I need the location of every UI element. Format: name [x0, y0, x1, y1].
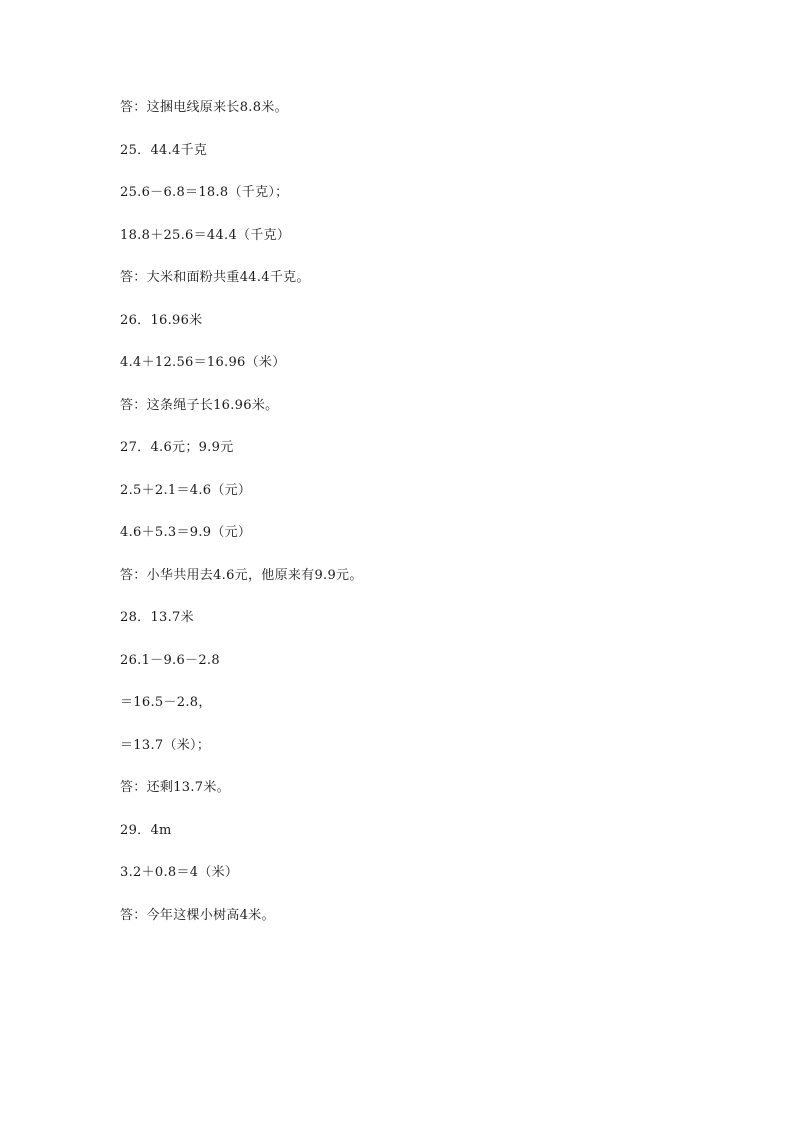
calculation-line: 18.8＋25.6＝44.4（千克） [120, 228, 291, 243]
calculation-line: 4.6＋5.3＝9.9（元） [120, 525, 252, 540]
problem-heading: 25．44.4千克 [120, 143, 208, 158]
problem-heading: 29．4m [120, 823, 172, 838]
problem-heading: 28．13.7米 [120, 610, 194, 625]
answer-line: 答：这捆电线原来长8.8米。 [120, 100, 288, 115]
calculation-line: 2.5＋2.1＝4.6（元） [120, 483, 252, 498]
calculation-line: 25.6－6.8＝18.8（千克）； [120, 185, 289, 200]
answer-line: 答：今年这棵小树高4米。 [120, 908, 275, 923]
calculation-line: 4.4＋12.56＝16.96（米） [120, 355, 286, 370]
problem-heading: 27．4.6元；9.9元 [120, 440, 234, 455]
answer-line: 答：这条绳子长16.96米。 [120, 398, 279, 413]
calculation-line: 26.1－9.6－2.8 [120, 653, 220, 668]
problem-heading: 26．16.96米 [120, 313, 203, 328]
answer-line: 答：还剩13.7米。 [120, 780, 230, 795]
calculation-line: 3.2＋0.8＝4（米） [120, 865, 239, 880]
calculation-line: ＝16.5－2.8， [120, 695, 212, 710]
answer-line: 答：大米和面粉共重44.4千克。 [120, 270, 310, 285]
answer-line: 答：小华共用去4.6元，他原来有9.9元。 [120, 568, 363, 583]
calculation-line: ＝13.7（米）； [120, 738, 211, 753]
